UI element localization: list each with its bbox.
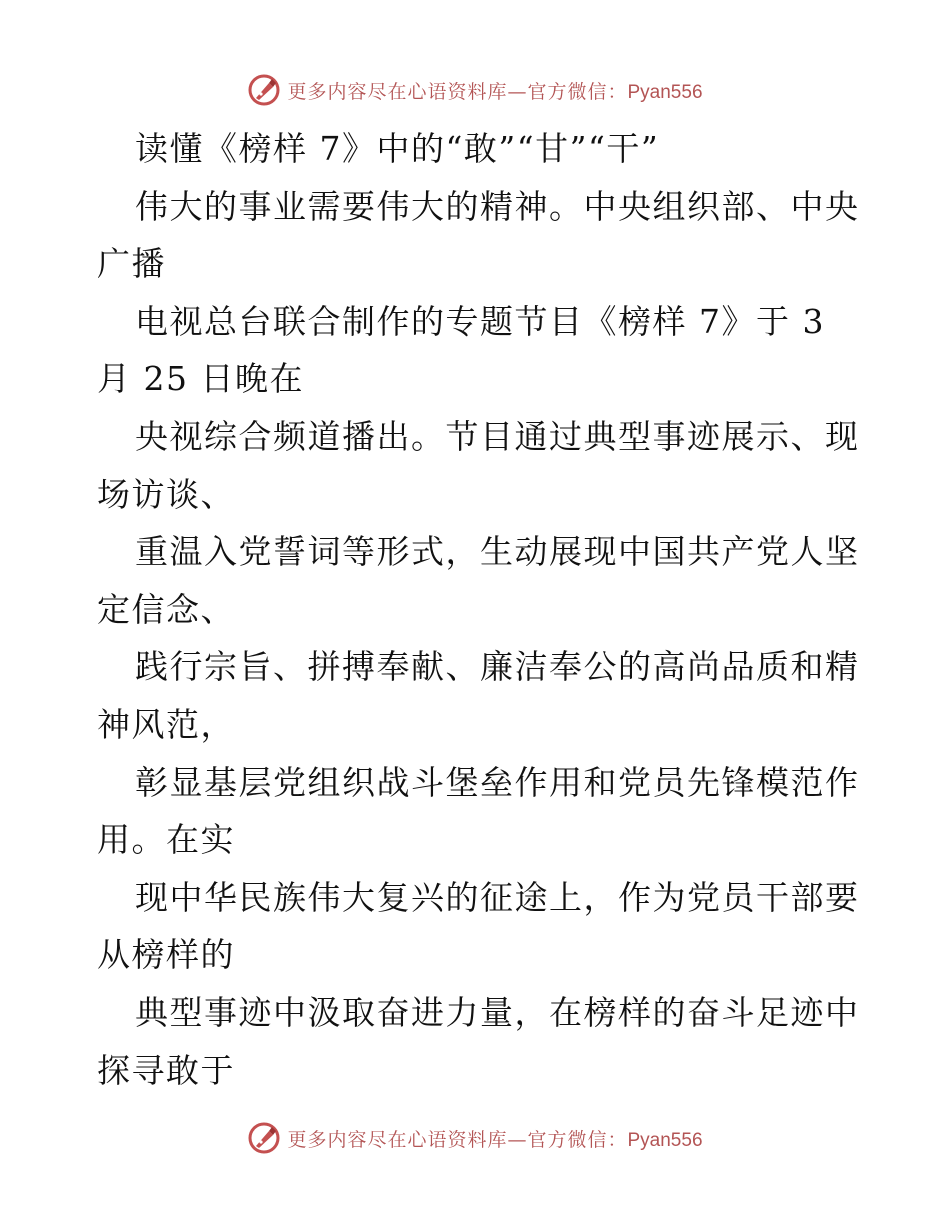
pen-nib-icon	[247, 1121, 281, 1155]
header-watermark-banner	[0, 70, 950, 110]
paragraph-line: 月 25 日晚在	[97, 359, 304, 399]
paragraph-line: 探寻敢于	[97, 1050, 235, 1090]
pen-nib-icon	[247, 73, 281, 107]
footer-watermark-brand: Pyan556	[627, 1129, 703, 1151]
paragraph-line: 场访谈、	[97, 474, 235, 514]
header-watermark-text	[287, 77, 702, 104]
paragraph-line: 从榜样的	[97, 935, 235, 975]
paragraph-line: 伟大的事业需要伟大的精神。中央组织部、中央	[135, 186, 860, 226]
header-watermark-brand: Pyan556	[627, 81, 703, 103]
paragraph-line: 彰显基层党组织战斗堡垒作用和党员先锋模范作	[135, 762, 860, 802]
paragraph-line: 神风范，	[97, 704, 235, 744]
footer-watermark-caption: 更多内容尽在心语资料库—官方微信：	[287, 1128, 628, 1151]
document-title: 读懂《榜样 7》中的“敢”“甘”“干”	[135, 129, 660, 168]
paragraph-line: 重温入党誓词等形式，生动展现中国共产党人坚	[135, 532, 860, 572]
footer-watermark-text	[287, 1125, 702, 1152]
paragraph-line: 践行宗旨、拼搏奉献、廉洁奉公的高尚品质和精	[135, 647, 860, 687]
footer-watermark-banner	[0, 1118, 950, 1158]
paragraph-line: 用。在实	[97, 820, 235, 860]
paragraph-line: 定信念、	[97, 589, 235, 629]
paragraph-line: 典型事迹中汲取奋进力量，在榜样的奋斗足迹中	[135, 992, 860, 1032]
header-watermark-caption: 更多内容尽在心语资料库—官方微信：	[287, 80, 628, 103]
document-body	[97, 120, 860, 1099]
paragraph-line: 现中华民族伟大复兴的征途上，作为党员干部要	[135, 877, 860, 917]
paragraph-line: 央视综合频道播出。节目通过典型事迹展示、现	[135, 416, 860, 456]
paragraph-line: 广播	[97, 244, 166, 284]
paragraph-line: 电视总台联合制作的专题节目《榜样 7》于 3	[135, 301, 825, 341]
